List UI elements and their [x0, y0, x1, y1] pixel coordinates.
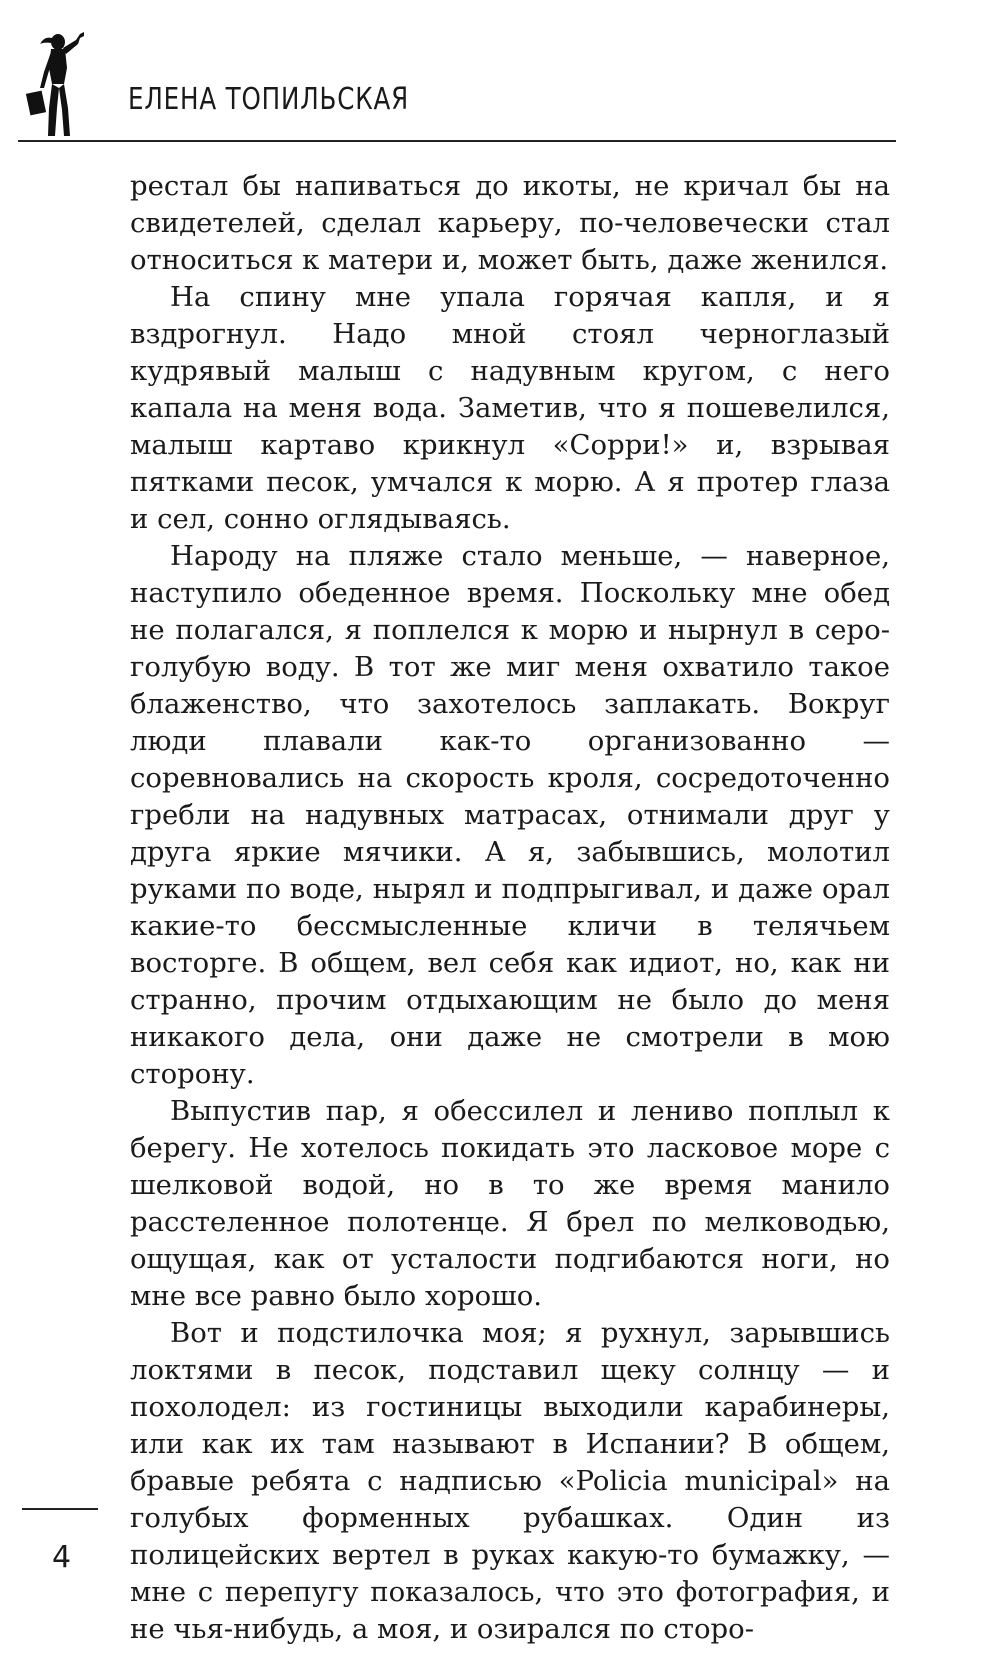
running-header: [0, 0, 1000, 150]
page-body: [130, 168, 890, 1648]
footer-divider: [22, 1508, 98, 1510]
page-number: 4: [52, 1540, 72, 1575]
author-name: ЕЛЕНА ТОПИЛЬСКАЯ: [128, 82, 410, 117]
paragraph: рестал бы напиваться до икоты, не кричал бы на свидетелей, сделал карьеру, по-человечески стал относиться к матери и, может быть, даже женился.: [130, 170, 890, 276]
paragraph: На спину мне упала горячая капля, и я вздрогнул. Надо мной стоял черноглазый кудрявый малыш с надувным кругом, с него капала на меня вода. Заметив, что я пошевелился, малыш картаво крикнул «Сорри!» и, взрывая пятками песок, умчался к морю. А я протер глаза и сел, сонно оглядываясь.: [130, 281, 890, 535]
header-divider: [18, 140, 896, 142]
woman-silhouette-icon: [18, 28, 98, 140]
paragraph: Вот и подстилочка моя; я рухнул, зарывшись локтями в песок, подставил щеку солнцу — и похолодел: из гостиницы выходили карабинеры, или как их там называют в Испании? В общем, бравые ребята с надписью «Policia municipal» на голубых форменных рубашках. Один из полицейских вертел в руках какую-то бумажку, — мне с перепугу показалось, что это фотография, и не чья-нибудь, а моя, и озирался по сторо-: [130, 1317, 890, 1645]
paragraph: Выпустив пар, я обессилел и лениво поплыл к берегу. Не хотелось покидать это ласковое море с шелковой водой, но в то же время манило расстеленное полотенце. Я брел по мелководью, ощущая, как от усталости подгибаются ноги, но мне все равно было хорошо.: [130, 1095, 890, 1312]
paragraph: Народу на пляже стало меньше, — наверное, наступило обеденное время. Поскольку мне обед не полагался, я поплелся к морю и нырнул в серо-голубую воду. В тот же миг меня охватило такое блаженство, что захотелось заплакать. Вокруг люди плавали как-то организованно — соревновались на скорость кроля, сосредоточенно гребли на надувных матрасах, отнимали друг у друга яркие мячики. А я, забывшись, молотил руками по воде, нырял и подпрыгивал, и даже орал какие-то бессмысленные кличи в телячьем восторге. В общем, вел себя как идиот, но, как ни странно, прочим отдыхающим не было до меня никакого дела, они даже не смотрели в мою сторону.: [130, 540, 890, 1090]
